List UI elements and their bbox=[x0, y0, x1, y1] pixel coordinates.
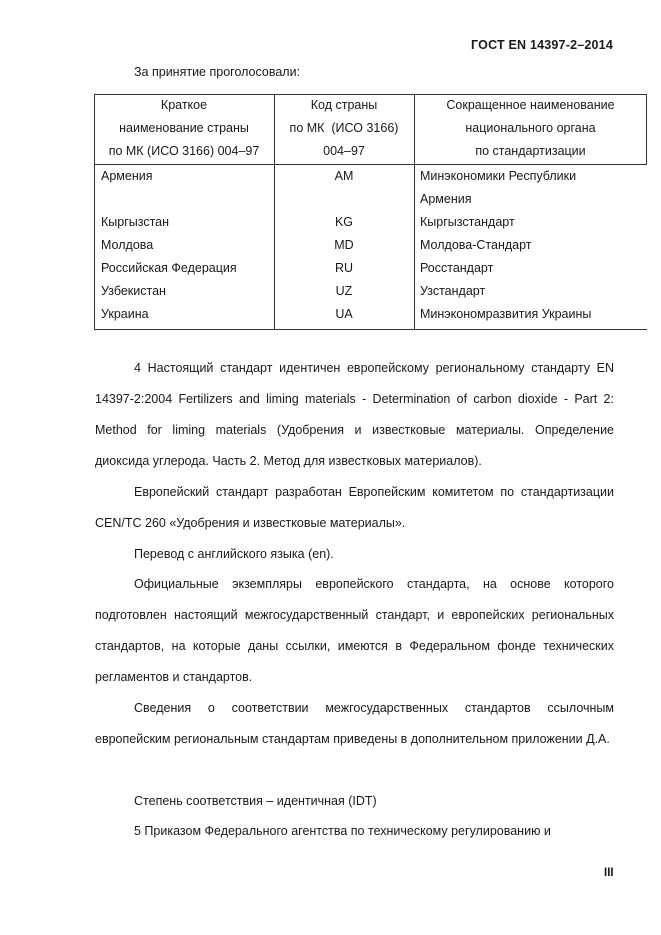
header-national-body: Сокращенное наименование национального органа по стандартизации bbox=[446, 98, 615, 158]
country-code: AM bbox=[334, 169, 354, 183]
national-body: Росстандарт bbox=[420, 261, 494, 275]
national-body: Кыргызстандарт bbox=[420, 215, 515, 229]
national-body: Армения bbox=[420, 192, 472, 206]
country-code: RU bbox=[334, 261, 354, 275]
country-code: UA bbox=[335, 307, 353, 321]
country-code: UZ bbox=[335, 284, 353, 298]
country-name: Российская Федерация bbox=[101, 261, 237, 275]
header-country-name: Краткое наименование страны по МК (ИСО 3166) 004–97 bbox=[108, 98, 260, 158]
country-code: MD bbox=[334, 238, 354, 252]
paragraph-translation: Перевод с английского языка (en). bbox=[134, 547, 334, 561]
voting-intro: За принятие проголосовали: bbox=[134, 65, 301, 79]
paragraph-conformity-info: Сведения о соответствии межгосударственных стандартов ссылочным европейским региональным стандартам приведены в дополнительном приложении Д.А. bbox=[95, 701, 614, 746]
national-body: Минэкономики Республики bbox=[420, 169, 577, 183]
paragraph-official-copies: Официальные экземпляры европейского стандарта, на основе которого подготовлен настоящий межгосударственный стандарт, и европейских региональных стандартов, на которые даны ссылки, имеются в Федеральном фонде технических регламентов и стандартов. bbox=[95, 577, 614, 684]
paragraph-european-committee: Европейский стандарт разработан Европейским комитетом по стандартизации CEN/TC 260 «Удобрения и известковые материалы». bbox=[95, 485, 614, 530]
country-name: Молдова bbox=[101, 238, 154, 252]
member-states-table bbox=[94, 94, 647, 330]
country-name: Узбекистан bbox=[101, 284, 166, 298]
country-name: Кыргызстан bbox=[101, 215, 170, 229]
country-name: Украина bbox=[101, 307, 149, 321]
national-body: Минэкономразвития Украины bbox=[420, 307, 592, 321]
page-number: III bbox=[604, 867, 614, 879]
paragraph-degree-of-correspondence: Степень соответствия – идентичная (IDT) bbox=[134, 794, 377, 808]
country-code: KG bbox=[334, 215, 354, 229]
document-code: ГОСТ EN 14397-2–2014 bbox=[471, 38, 613, 52]
national-body: Молдова-Стандарт bbox=[420, 238, 532, 252]
header-country-code: Код страны по МК (ИСО 3166) 004–97 bbox=[289, 98, 399, 158]
country-name: Армения bbox=[101, 169, 153, 183]
national-body: Узстандарт bbox=[420, 284, 486, 298]
paragraph-standard-identity: 4 Настоящий стандарт идентичен европейскому региональному стандарту EN 14397-2:2004 Fertilizers and liming materials - Determination of carbon dioxide - Part 2: Method for liming materials (Удобрения и известковые материалы. Определение диоксида углерода. Часть 2. Метод для известковых материалов). bbox=[95, 361, 614, 468]
paragraph-federal-agency-order: 5 Приказом Федерального агентства по техническому регулированию и bbox=[134, 824, 551, 838]
table-bottom-border bbox=[94, 329, 647, 330]
